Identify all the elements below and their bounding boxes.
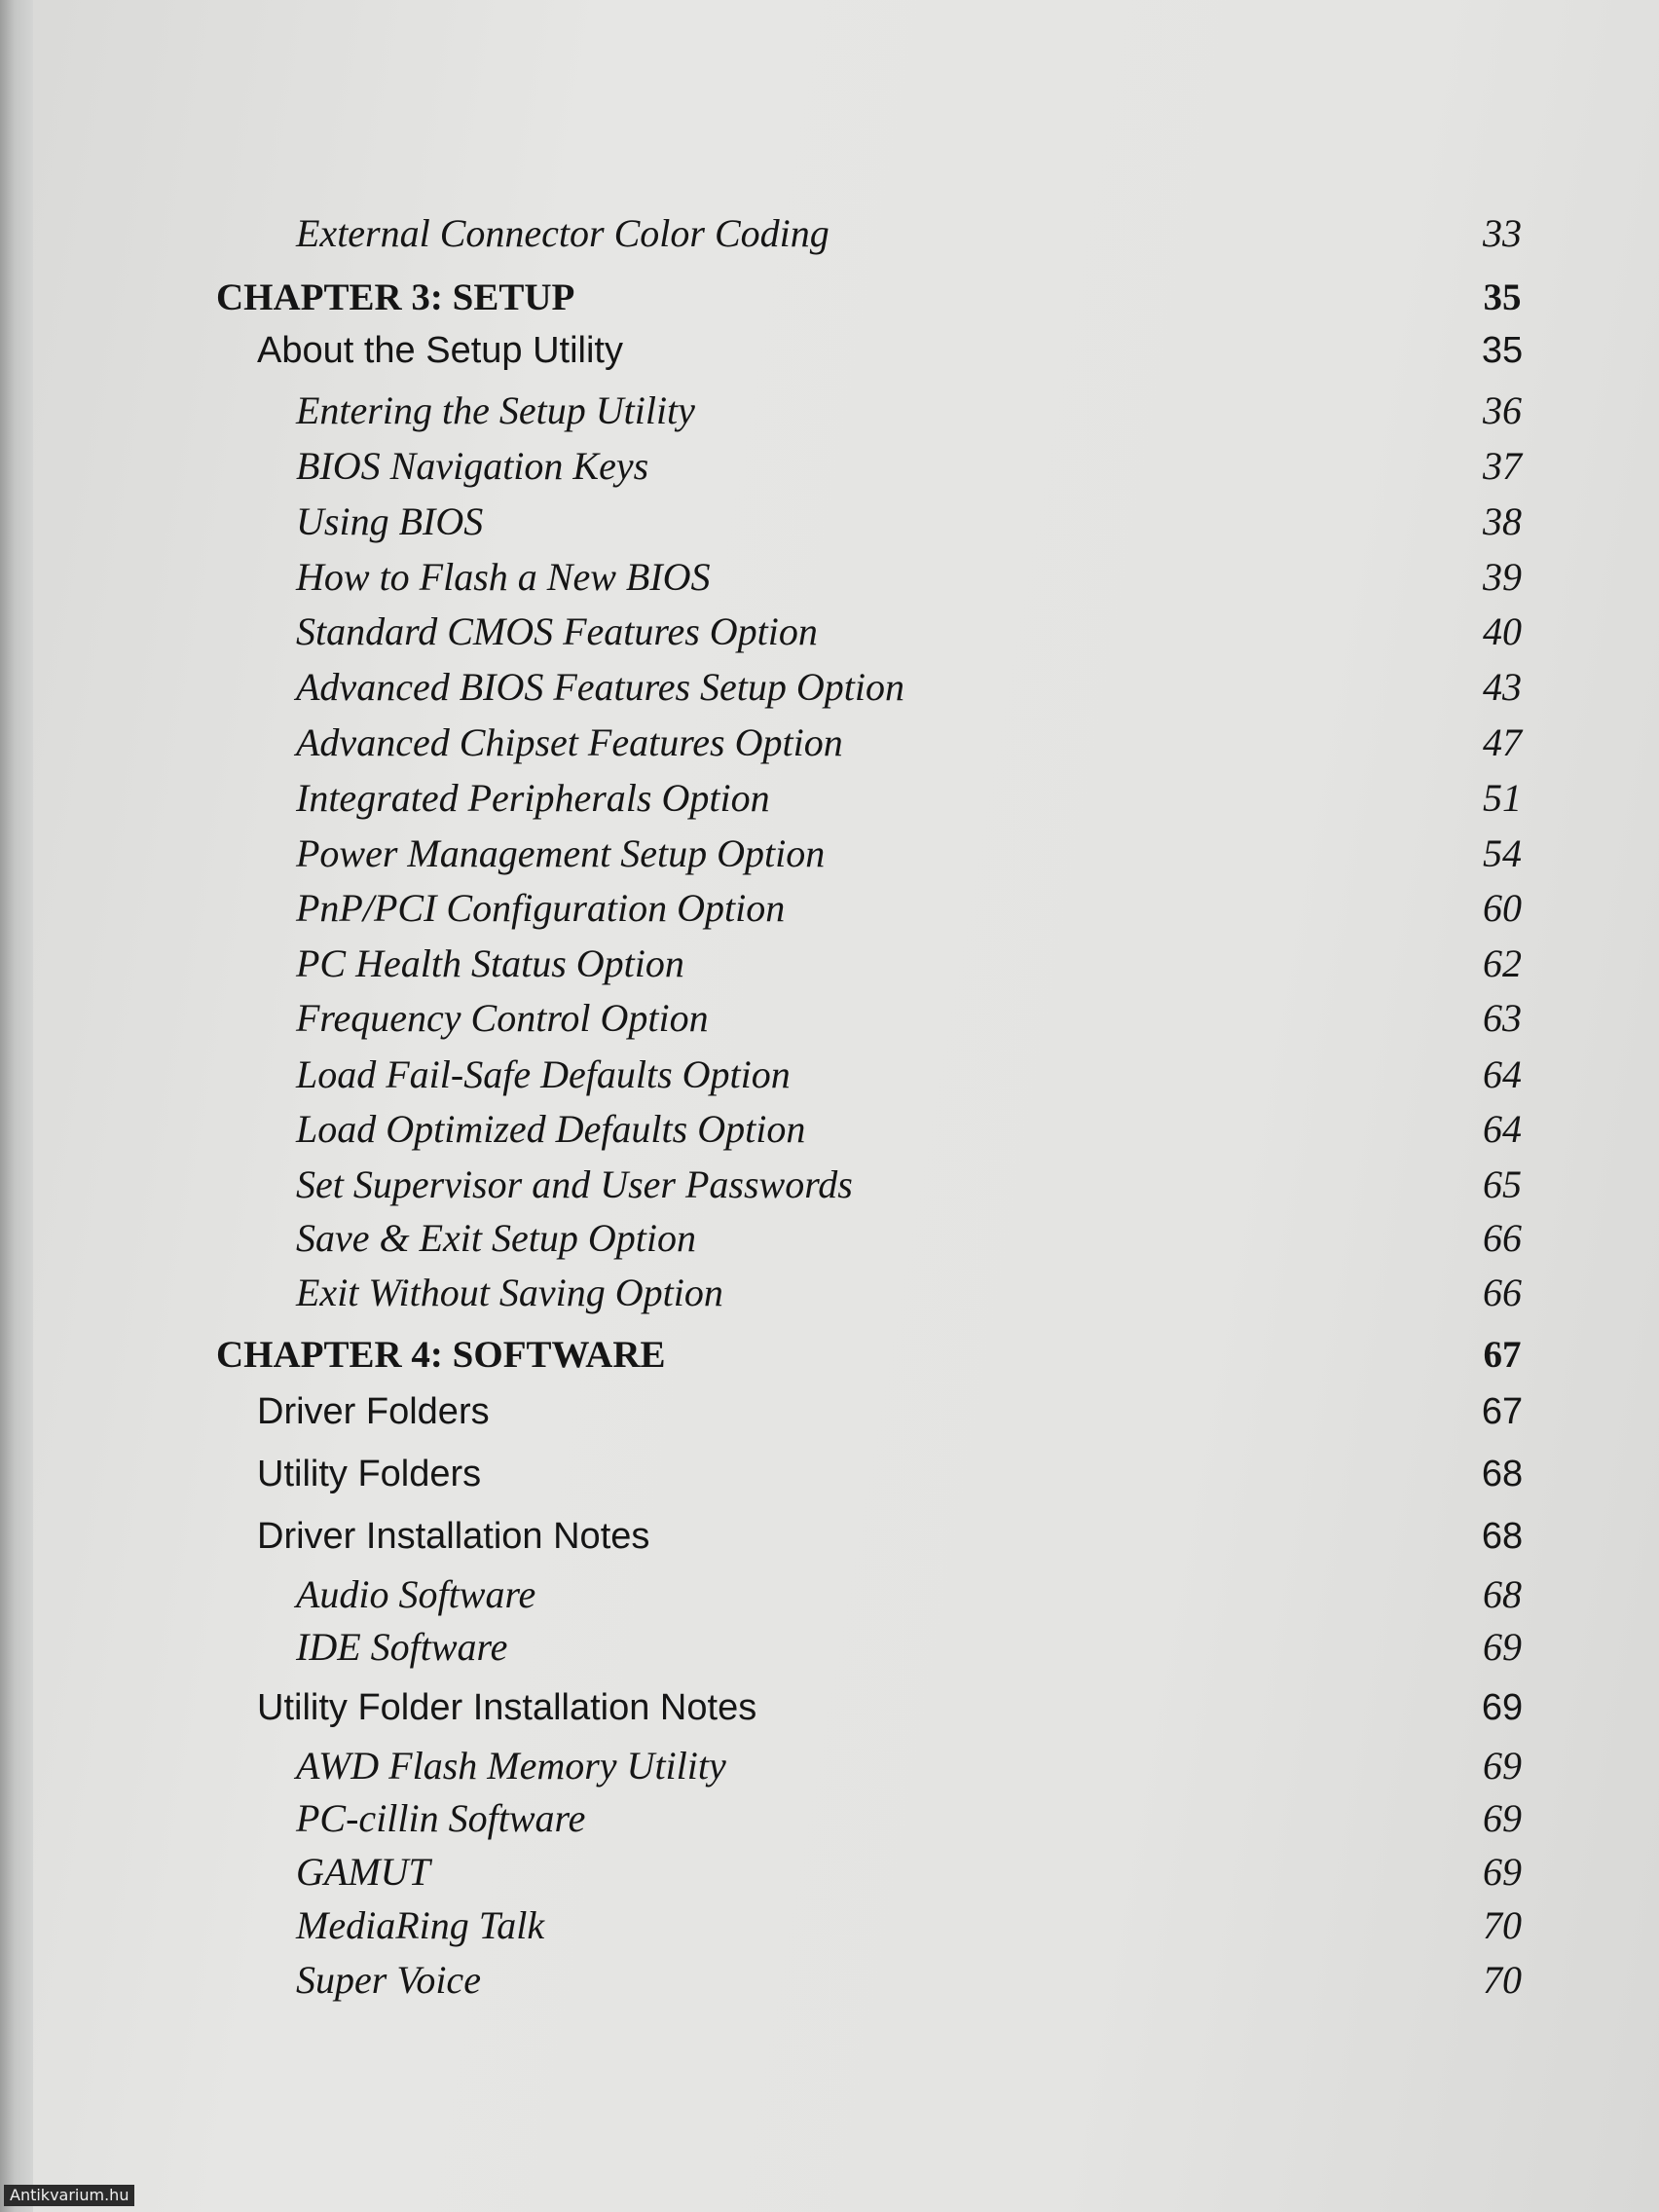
toc-entry-sub (0, 935, 1659, 993)
toc-entry-sub (0, 548, 1659, 607)
toc-entry-page-number: 63 (1483, 996, 1522, 1040)
toc-entry-page-number: 64 (1483, 1107, 1522, 1151)
toc-entry-page-number: 69 (1481, 1687, 1524, 1728)
toc-entry-sub (0, 989, 1659, 1048)
toc-entry-sub (0, 1209, 1659, 1268)
toc-entry-chapter (0, 1326, 1659, 1384)
toc-entry-title: Save & Exit Setup Option (296, 1216, 697, 1260)
toc-entry-page-number: 69 (1483, 1625, 1522, 1669)
toc-entry-title: Set Supervisor and User Passwords (296, 1162, 853, 1206)
toc-entry-page-number: 67 (1481, 1391, 1524, 1432)
toc-entry-page-number: 36 (1483, 388, 1522, 432)
toc-entry-sub (0, 204, 1659, 263)
toc-entry-sub (0, 658, 1659, 717)
toc-entry-title: Entering the Setup Utility (296, 388, 695, 432)
toc-entry-sub (0, 1100, 1659, 1159)
toc-entry-page-number: 68 (1481, 1516, 1524, 1557)
toc-entry-sub (0, 1156, 1659, 1214)
toc-entry-title: Integrated Peripherals Option (296, 776, 770, 820)
toc-entry-sub (0, 1897, 1659, 1955)
toc-entry-sub (0, 825, 1659, 883)
toc-entry-title: Audio Software (296, 1572, 536, 1616)
toc-entry-sub (0, 1566, 1659, 1624)
toc-entry-sub (0, 603, 1659, 661)
toc-entry-sub (0, 493, 1659, 551)
toc-entry-title: Standard CMOS Features Option (296, 609, 818, 653)
toc-entry-title: About the Setup Utility (257, 330, 623, 371)
toc-entry-section (0, 1678, 1659, 1737)
toc-entry-title: Power Management Setup Option (296, 831, 826, 875)
toc-entry-page-number: 69 (1483, 1744, 1522, 1788)
toc-entry-page-number: 66 (1483, 1216, 1522, 1260)
toc-entry-page-number: 60 (1483, 886, 1522, 930)
toc-entry-section (0, 1382, 1659, 1441)
toc-entry-title: Driver Folders (257, 1391, 490, 1432)
toc-entry-title: CHAPTER 3: SETUP (216, 276, 575, 318)
toc-entry-title: Super Voice (296, 1958, 481, 2002)
toc-entry-title: PC-cillin Software (296, 1796, 586, 1840)
toc-entry-title: Load Optimized Defaults Option (296, 1107, 806, 1151)
toc-entry-page-number: 70 (1483, 1903, 1522, 1947)
toc-entry-title: MediaRing Talk (296, 1903, 545, 1947)
toc-entry-sub (0, 879, 1659, 938)
toc-entry-sub (0, 1264, 1659, 1322)
toc-entry-title: Exit Without Saving Option (296, 1271, 723, 1314)
toc-entry-sub (0, 714, 1659, 772)
toc-entry-sub (0, 1618, 1659, 1677)
toc-entry-title: PnP/PCI Configuration Option (296, 886, 786, 930)
toc-entry-sub (0, 769, 1659, 828)
toc-entry-sub (0, 1951, 1659, 2009)
toc-entry-section (0, 1507, 1659, 1566)
toc-entry-page-number: 66 (1483, 1271, 1522, 1314)
toc-entry-sub (0, 1737, 1659, 1795)
toc-entry-title: Utility Folders (257, 1454, 482, 1494)
toc-entry-page-number: 68 (1481, 1454, 1524, 1494)
toc-entry-title: Using BIOS (296, 499, 484, 543)
toc-entry-title: AWD Flash Memory Utility (296, 1744, 726, 1788)
toc-entry-sub (0, 1046, 1659, 1104)
toc-entry-title: External Connector Color Coding (296, 211, 830, 255)
toc-entry-title: Utility Folder Installation Notes (257, 1687, 757, 1728)
toc-entry-page-number: 65 (1483, 1162, 1522, 1206)
toc-entry-title: Driver Installation Notes (257, 1516, 650, 1557)
toc-entry-page-number: 62 (1483, 941, 1522, 985)
toc-entry-page-number: 35 (1483, 276, 1522, 318)
toc-entry-title: GAMUT (296, 1850, 430, 1894)
toc-entry-chapter (0, 269, 1659, 327)
toc-entry-title: Frequency Control Option (296, 996, 709, 1040)
toc-entry-page-number: 35 (1481, 330, 1524, 371)
toc-entry-title: Advanced BIOS Features Setup Option (296, 665, 905, 709)
toc-entry-title: PC Health Status Option (296, 941, 684, 985)
toc-entry-sub (0, 437, 1659, 496)
toc-entry-page-number: 40 (1483, 609, 1522, 653)
toc-entry-page-number: 67 (1483, 1334, 1522, 1376)
toc-entry-page-number: 33 (1483, 211, 1522, 255)
toc-entry-page-number: 69 (1483, 1796, 1522, 1840)
toc-entry-title: Load Fail-Safe Defaults Option (296, 1052, 791, 1096)
toc-entry-page-number: 37 (1483, 444, 1522, 488)
toc-entry-page-number: 51 (1483, 776, 1522, 820)
toc-entry-page-number: 39 (1483, 555, 1522, 599)
toc-entry-section (0, 1445, 1659, 1503)
toc-entry-title: Advanced Chipset Features Option (296, 720, 843, 764)
toc-entry-page-number: 54 (1483, 831, 1522, 875)
toc-entry-page-number: 70 (1483, 1958, 1522, 2002)
toc-entry-page-number: 43 (1483, 665, 1522, 709)
toc-entry-sub (0, 382, 1659, 440)
toc-entry-page-number: 64 (1483, 1052, 1522, 1096)
toc-entry-sub (0, 1789, 1659, 1848)
toc-entry-page-number: 69 (1483, 1850, 1522, 1894)
toc-entry-title: BIOS Navigation Keys (296, 444, 649, 488)
toc-entry-page-number: 38 (1483, 499, 1522, 543)
toc-entry-sub (0, 1843, 1659, 1901)
toc-entry-page-number: 47 (1483, 720, 1522, 764)
toc-entry-title: IDE Software (296, 1625, 508, 1669)
watermark: Antikvarium.hu (4, 2185, 134, 2206)
toc-entry-section (0, 321, 1659, 380)
toc-entry-title: CHAPTER 4: SOFTWARE (216, 1334, 666, 1376)
toc-entry-title: How to Flash a New BIOS (296, 555, 711, 599)
toc-entry-page-number: 68 (1483, 1572, 1522, 1616)
